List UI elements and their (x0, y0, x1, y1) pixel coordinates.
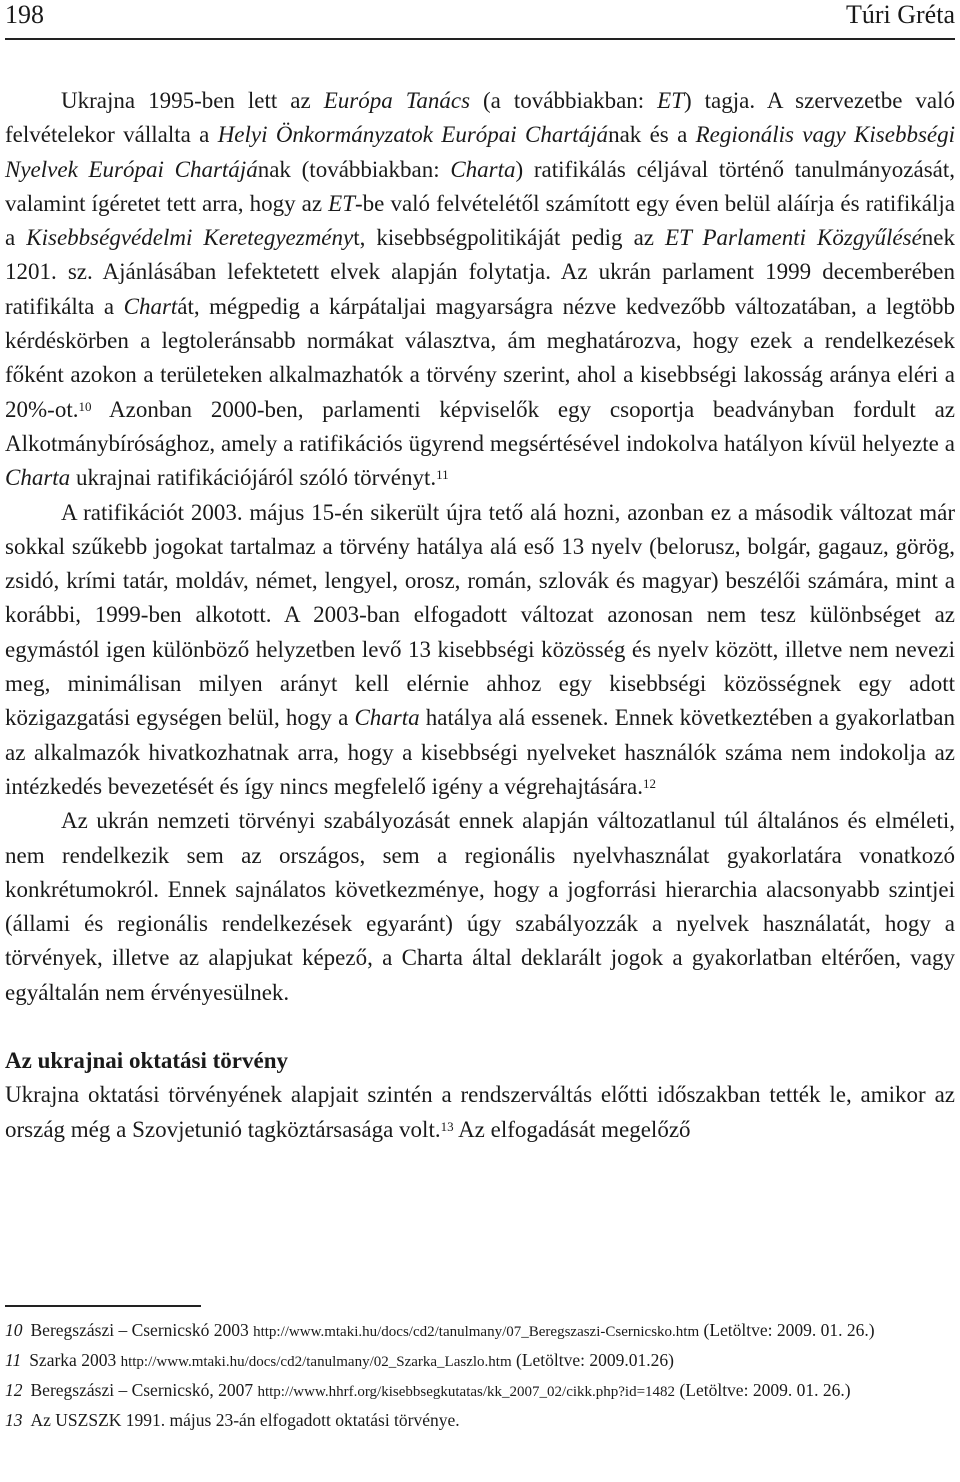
footnotes (5, 1316, 955, 1434)
footnote-10: 10 Beregszászi – Csernicskó 2003 http://www.mtaki.hu/docs/cd2/tanulmany/07_Beregszaszi-Csernicsko.htm (Letöltve: 2009. 01. 26.) (5, 1320, 875, 1340)
header-rule (5, 38, 955, 40)
paragraph-1: Ukrajna 1995-ben lett az Európa Tanács (a továbbiakban: ET) tagja. A szervezetbe való felvételekor vállalta a Helyi Önkormányzatok Európai Chartájának és a Regionális vagy Kisebbségi Nyelvek Európai Chartájának (továbbiakban: Charta) ratifikálás céljával történő tanulmányozását, valamint ígéretet tett arra, hogy az ET-be való felvételétől számított egy éven belül aláírja és ratifikálja a Kisebbségvédelmi Keretegyezményt, kisebbségpolitikáját pedig az ET Parlamenti Közgyűlésének 1201. sz. Ajánlásában lefektetett elvek alapján folytatja. Az ukrán parlament 1999 decemberében ratifikálta a Chartát, mégpedig a kárpátaljai magyarságra nézve kedvezőbb változatában, a legtöbb kérdéskörben a legtoleránsabb normákat választva, ám meghatározva, hogy ezek a rendelkezések főként azokon a területeken alkalmazhatók a törvény szerint, ahol a kisebbségi lakosság aránya eléri a 20%-ot.$^{10}$ Azonban 2000-ben, parlamenti képviselők egy csoportja beadványban fordult az Alkotmánybírósághoz, amely a ratifikációs ügyrend megsértésével indokolva hatályon kívül helyezte a Charta ukrajnai ratifikációjáról szóló törvényt.$^{11}$ (5, 88, 956, 491)
footnote-13: 13 Az USZSZK 1991. május 23-án elfogadott oktatási törvénye. (5, 1410, 460, 1430)
page-header (5, 0, 955, 40)
paragraph-4: Ukrajna oktatási törvényének alapjait szintén a rendszerváltás előtti időszakban tették le, amikor az ország még a Szovjetunió tagköztársasága volt.$^{13}$ Az elfogadását megelőző (5, 1082, 955, 1142)
section-heading: Az ukrajnai oktatási törvény (5, 1048, 289, 1074)
footnote-11: 11 Szarka 2003 http://www.mtaki.hu/docs/cd2/tanulmany/02_Szarka_Laszlo.htm (Letöltve: 2009.01.26) (5, 1350, 674, 1370)
footnote-link[interactable]: http://www.mtaki.hu/docs/cd2/tanulmany/07_Beregszaszi-Csernicsko.htm (253, 1324, 700, 1340)
footnote-ref-13: 13 (440, 1118, 454, 1134)
footnote-ref-12: 12 (642, 775, 656, 791)
page-number: 198 (5, 0, 44, 29)
footnote-12: 12 Beregszászi – Csernicskó, 2007 http://www.hhrf.org/kisebbsegkutatas/kk_2007_02/cikk.php?id=1482 (Letöltve: 2009. 01. 26.) (5, 1380, 851, 1400)
footnote-link[interactable]: http://www.mtaki.hu/docs/cd2/tanulmany/02_Szarka_Laszlo.htm (120, 1354, 512, 1370)
running-head: Túri Gréta (845, 0, 955, 29)
paragraph-2: A ratifikációt 2003. május 15-én sikerült újra tető alá hozni, azonban ez a második változat már sokkal szűkebb jogokat tartalmaz a törvény hatálya alá eső 13 nyelv (belorusz, bolgár, gagauz, görög, zsidó, krími tatár, moldáv, német, lengyel, orosz, román, szlovák és magyar) beszélői számára, mint a korábbi, 1999-ben alkotott. A 2003-ban elfogadott változat azonosan nem tesz különbséget az egymástól igen különböző helyzetben levő 13 kisebbségi közösség és nyelv között, illetve nem nevezi meg, minimálisan milyen arányt kell elérnie ahhoz egy kisebbségi közösségnek egy adott közigazgatási egységen belül, hogy a Charta hatálya alá essenek. Ennek következtében a gyakorlatban az alkalmazók hivatkozhatnak arra, hogy a kisebbségi nyelveket használók száma nem indokolja az intézkedés bevezetését és így nincs megfelelő igény a végrehajtására.$^{12}$ (5, 499, 956, 799)
footnote-rule (5, 1305, 201, 1307)
paragraph-3: Az ukrán nemzeti törvényi szabályozását ennek alapján változatlanul túl általános és elméleti, nem rendelkezik sem az országos, sem a regionális nyelvhasználat gyakorlatára vonatkozó konkrétumokról. Ennek sajnálatos következménye, hogy a jogforrási hierarchia alacsonyabb szintjei (állami és regionális rendelkezések egyaránt) úgy szabályozzák a nyelvek használatát, hogy a törvények, illetve az alapjukat képező, a Charta által deklarált jogok a gyakorlatban eltérően, vagy egyáltalán nem érvényesülnek. (5, 808, 955, 1005)
body-text (5, 84, 955, 1147)
footnote-link[interactable]: http://www.hhrf.org/kisebbsegkutatas/kk_2007_02/cikk.php?id=1482 (257, 1384, 676, 1400)
footnote-ref-11: 11 (436, 467, 449, 483)
footnote-ref-10: 10 (78, 398, 92, 414)
